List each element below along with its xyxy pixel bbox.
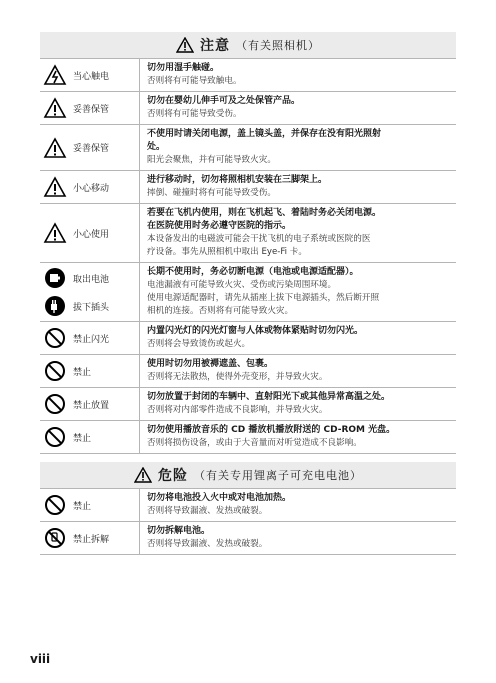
precaution-consequence: 摔倒、碰撞时将有可能导致受伤。 bbox=[147, 188, 276, 198]
precaution-label bbox=[43, 393, 139, 415]
precaution-instruction: 内置闪光灯的闪光灯窗与人体或物体紧贴时切勿闪光。 bbox=[147, 326, 364, 336]
precaution-text-cell bbox=[140, 388, 456, 420]
precaution-label-cell bbox=[40, 489, 140, 521]
precaution-label bbox=[43, 64, 139, 86]
precaution-label bbox=[43, 176, 139, 198]
precaution-instruction: 切勿拆解电池。 bbox=[147, 526, 211, 536]
precaution-instruction: 处。 bbox=[147, 142, 166, 152]
prohibited-icon bbox=[43, 426, 67, 448]
precaution-label-text: 禁止闪光 bbox=[73, 334, 110, 345]
electric-shock-warning-icon bbox=[43, 64, 67, 86]
precaution-row bbox=[40, 421, 456, 454]
precaution-row bbox=[40, 58, 456, 92]
precaution-label-text: 拔下插头 bbox=[73, 302, 110, 313]
precaution-consequence: 电池漏液有可能导致火灾、受伤或污染周围环境。 bbox=[147, 280, 337, 290]
precaution-row bbox=[40, 322, 456, 355]
precaution-label-cell bbox=[40, 388, 140, 420]
precaution-label bbox=[43, 494, 139, 516]
warning-triangle-icon bbox=[43, 97, 67, 119]
section-subtitle: （有关照相机） bbox=[236, 39, 320, 52]
precaution-label-text: 小心使用 bbox=[73, 229, 110, 240]
precaution-text-cell bbox=[140, 522, 456, 554]
precaution-label-cell bbox=[40, 171, 140, 203]
precaution-label-text: 当心触电 bbox=[73, 71, 110, 82]
precaution-consequence: 否则将有可能导致触电。 bbox=[147, 76, 242, 86]
precaution-instruction: 切勿使用播放音乐的 CD 播放机播放附送的 CD-ROM 光盘。 bbox=[147, 425, 396, 435]
danger-table bbox=[40, 488, 456, 555]
prohibited-icon bbox=[43, 327, 67, 349]
precaution-consequence: 本设备发出的电磁波可能会干扰飞机的电子系统或医院的医 bbox=[147, 234, 371, 244]
prohibited-icon bbox=[43, 494, 67, 516]
precaution-label-text: 禁止 bbox=[73, 433, 92, 444]
warning-triangle-icon bbox=[134, 467, 152, 483]
precaution-label-cell bbox=[40, 125, 140, 170]
precaution-row bbox=[40, 263, 456, 322]
precaution-consequence: 相机的连接。否则将有可能导致火灾。 bbox=[147, 306, 294, 316]
precaution-label bbox=[43, 295, 139, 317]
precaution-text-cell bbox=[140, 125, 456, 170]
precaution-row bbox=[40, 171, 456, 204]
precaution-instruction: 切勿放置于封闭的车辆中、直射阳光下或其他异常高温之处。 bbox=[147, 392, 391, 402]
page-number: viii bbox=[30, 652, 51, 666]
notice-table bbox=[40, 58, 456, 454]
precaution-label-text: 禁止 bbox=[73, 501, 92, 512]
precaution-consequence: 阳光会聚焦，并有可能导致火灾。 bbox=[147, 155, 276, 165]
remove-battery-icon bbox=[43, 267, 67, 289]
precaution-label bbox=[43, 527, 139, 549]
precaution-label bbox=[43, 426, 139, 448]
precaution-row bbox=[40, 388, 456, 421]
precaution-text-cell bbox=[140, 489, 456, 521]
precaution-label-cell bbox=[40, 355, 140, 387]
precaution-instruction: 若要在飞机内使用，则在飞机起飞、着陆时务必关闭电源。 bbox=[147, 208, 382, 218]
precaution-consequence: 否则将对内部零件造成不良影响，并导致火灾。 bbox=[147, 405, 328, 415]
prohibited-icon bbox=[43, 393, 67, 415]
section-header-danger bbox=[40, 462, 456, 488]
precaution-row bbox=[40, 522, 456, 555]
precaution-instruction: 切勿在婴幼儿伸手可及之处保管产品。 bbox=[147, 96, 301, 106]
precaution-text-cell bbox=[140, 59, 456, 91]
precaution-label bbox=[43, 97, 139, 119]
precaution-label-text: 妥善保管 bbox=[73, 144, 110, 154]
precaution-label-text: 禁止拆解 bbox=[73, 534, 110, 545]
precaution-instruction: 切勿用湿手触碰。 bbox=[147, 63, 220, 73]
warning-triangle-icon bbox=[43, 176, 67, 198]
precaution-label-cell bbox=[40, 522, 140, 554]
precaution-instruction: 进行移动时，切勿将照相机安装在三脚架上。 bbox=[147, 175, 328, 185]
section-title: 危险 bbox=[158, 468, 188, 484]
precaution-row bbox=[40, 125, 456, 171]
precaution-row bbox=[40, 488, 456, 522]
precaution-label-text: 妥善保管 bbox=[73, 104, 110, 115]
precaution-label-cell bbox=[40, 59, 140, 91]
precaution-row bbox=[40, 355, 456, 388]
precaution-label-text: 禁止 bbox=[73, 367, 92, 378]
precaution-text-cell bbox=[140, 204, 456, 262]
prohibited-icon bbox=[43, 360, 67, 382]
precaution-label bbox=[43, 327, 139, 349]
precaution-consequence: 否则将导致漏液、发热或破裂。 bbox=[147, 506, 268, 516]
precaution-instruction: 切勿将电池投入火中或对电池加热。 bbox=[147, 493, 292, 503]
precaution-text-cell bbox=[140, 322, 456, 354]
precaution-label-text: 取出电池 bbox=[73, 274, 110, 285]
precaution-label bbox=[43, 137, 139, 159]
precaution-consequence: 疗设备。事先从照相机中取出 Eye-Fi 卡。 bbox=[147, 247, 307, 257]
precaution-label-text: 小心移动 bbox=[73, 183, 110, 194]
precaution-label-cell bbox=[40, 263, 140, 321]
warning-triangle-icon bbox=[43, 137, 67, 159]
precaution-label-cell bbox=[40, 92, 140, 124]
precaution-text-cell bbox=[140, 171, 456, 203]
precaution-instruction: 长期不使用时，务必切断电源（电池或电源适配器）。 bbox=[147, 267, 359, 277]
precaution-instruction: 不使用时请关闭电源，盖上镜头盖，并保存在没有阳光照射 bbox=[147, 129, 382, 139]
precaution-row bbox=[40, 204, 456, 263]
section-title: 注意 bbox=[200, 38, 230, 54]
precaution-row bbox=[40, 92, 456, 125]
section-subtitle: （有关专用锂离子可充电电池） bbox=[194, 469, 362, 482]
warning-triangle-icon bbox=[43, 222, 67, 244]
precaution-label-cell bbox=[40, 204, 140, 262]
precaution-text-cell bbox=[140, 263, 456, 321]
safety-precautions-sheet bbox=[40, 32, 456, 555]
warning-triangle-icon bbox=[176, 37, 194, 53]
precaution-consequence: 否则将损伤设备，或由于大音量而对听觉造成不良影响。 bbox=[147, 438, 362, 448]
no-disassembly-icon bbox=[43, 527, 67, 549]
unplug-icon bbox=[43, 295, 67, 317]
precaution-consequence: 否则将会导致烫伤或起火。 bbox=[147, 339, 251, 349]
section-header-notice bbox=[40, 32, 456, 58]
precaution-label-cell bbox=[40, 421, 140, 453]
precaution-label-cell bbox=[40, 322, 140, 354]
precaution-text-cell bbox=[140, 421, 456, 453]
precaution-label bbox=[43, 222, 139, 244]
precaution-label bbox=[43, 360, 139, 382]
precaution-label bbox=[43, 267, 139, 289]
precaution-consequence: 否则将无法散热，使得外壳变形，并导致火灾。 bbox=[147, 372, 328, 382]
precaution-consequence: 否则将有可能导致受伤。 bbox=[147, 109, 242, 119]
precaution-text-cell bbox=[140, 355, 456, 387]
precaution-consequence: 使用电源适配器时，请先从插座上拔下电源插头，然后断开照 bbox=[147, 293, 380, 303]
precaution-instruction: 使用时切勿用被褥遮盖、包裹。 bbox=[147, 359, 274, 369]
precaution-instruction: 在医院使用时务必遵守医院的指示。 bbox=[147, 221, 292, 231]
precaution-text-cell bbox=[140, 92, 456, 124]
precaution-consequence: 否则将导致漏液、发热或破裂。 bbox=[147, 539, 268, 549]
precaution-label-text: 禁止放置 bbox=[73, 400, 110, 411]
